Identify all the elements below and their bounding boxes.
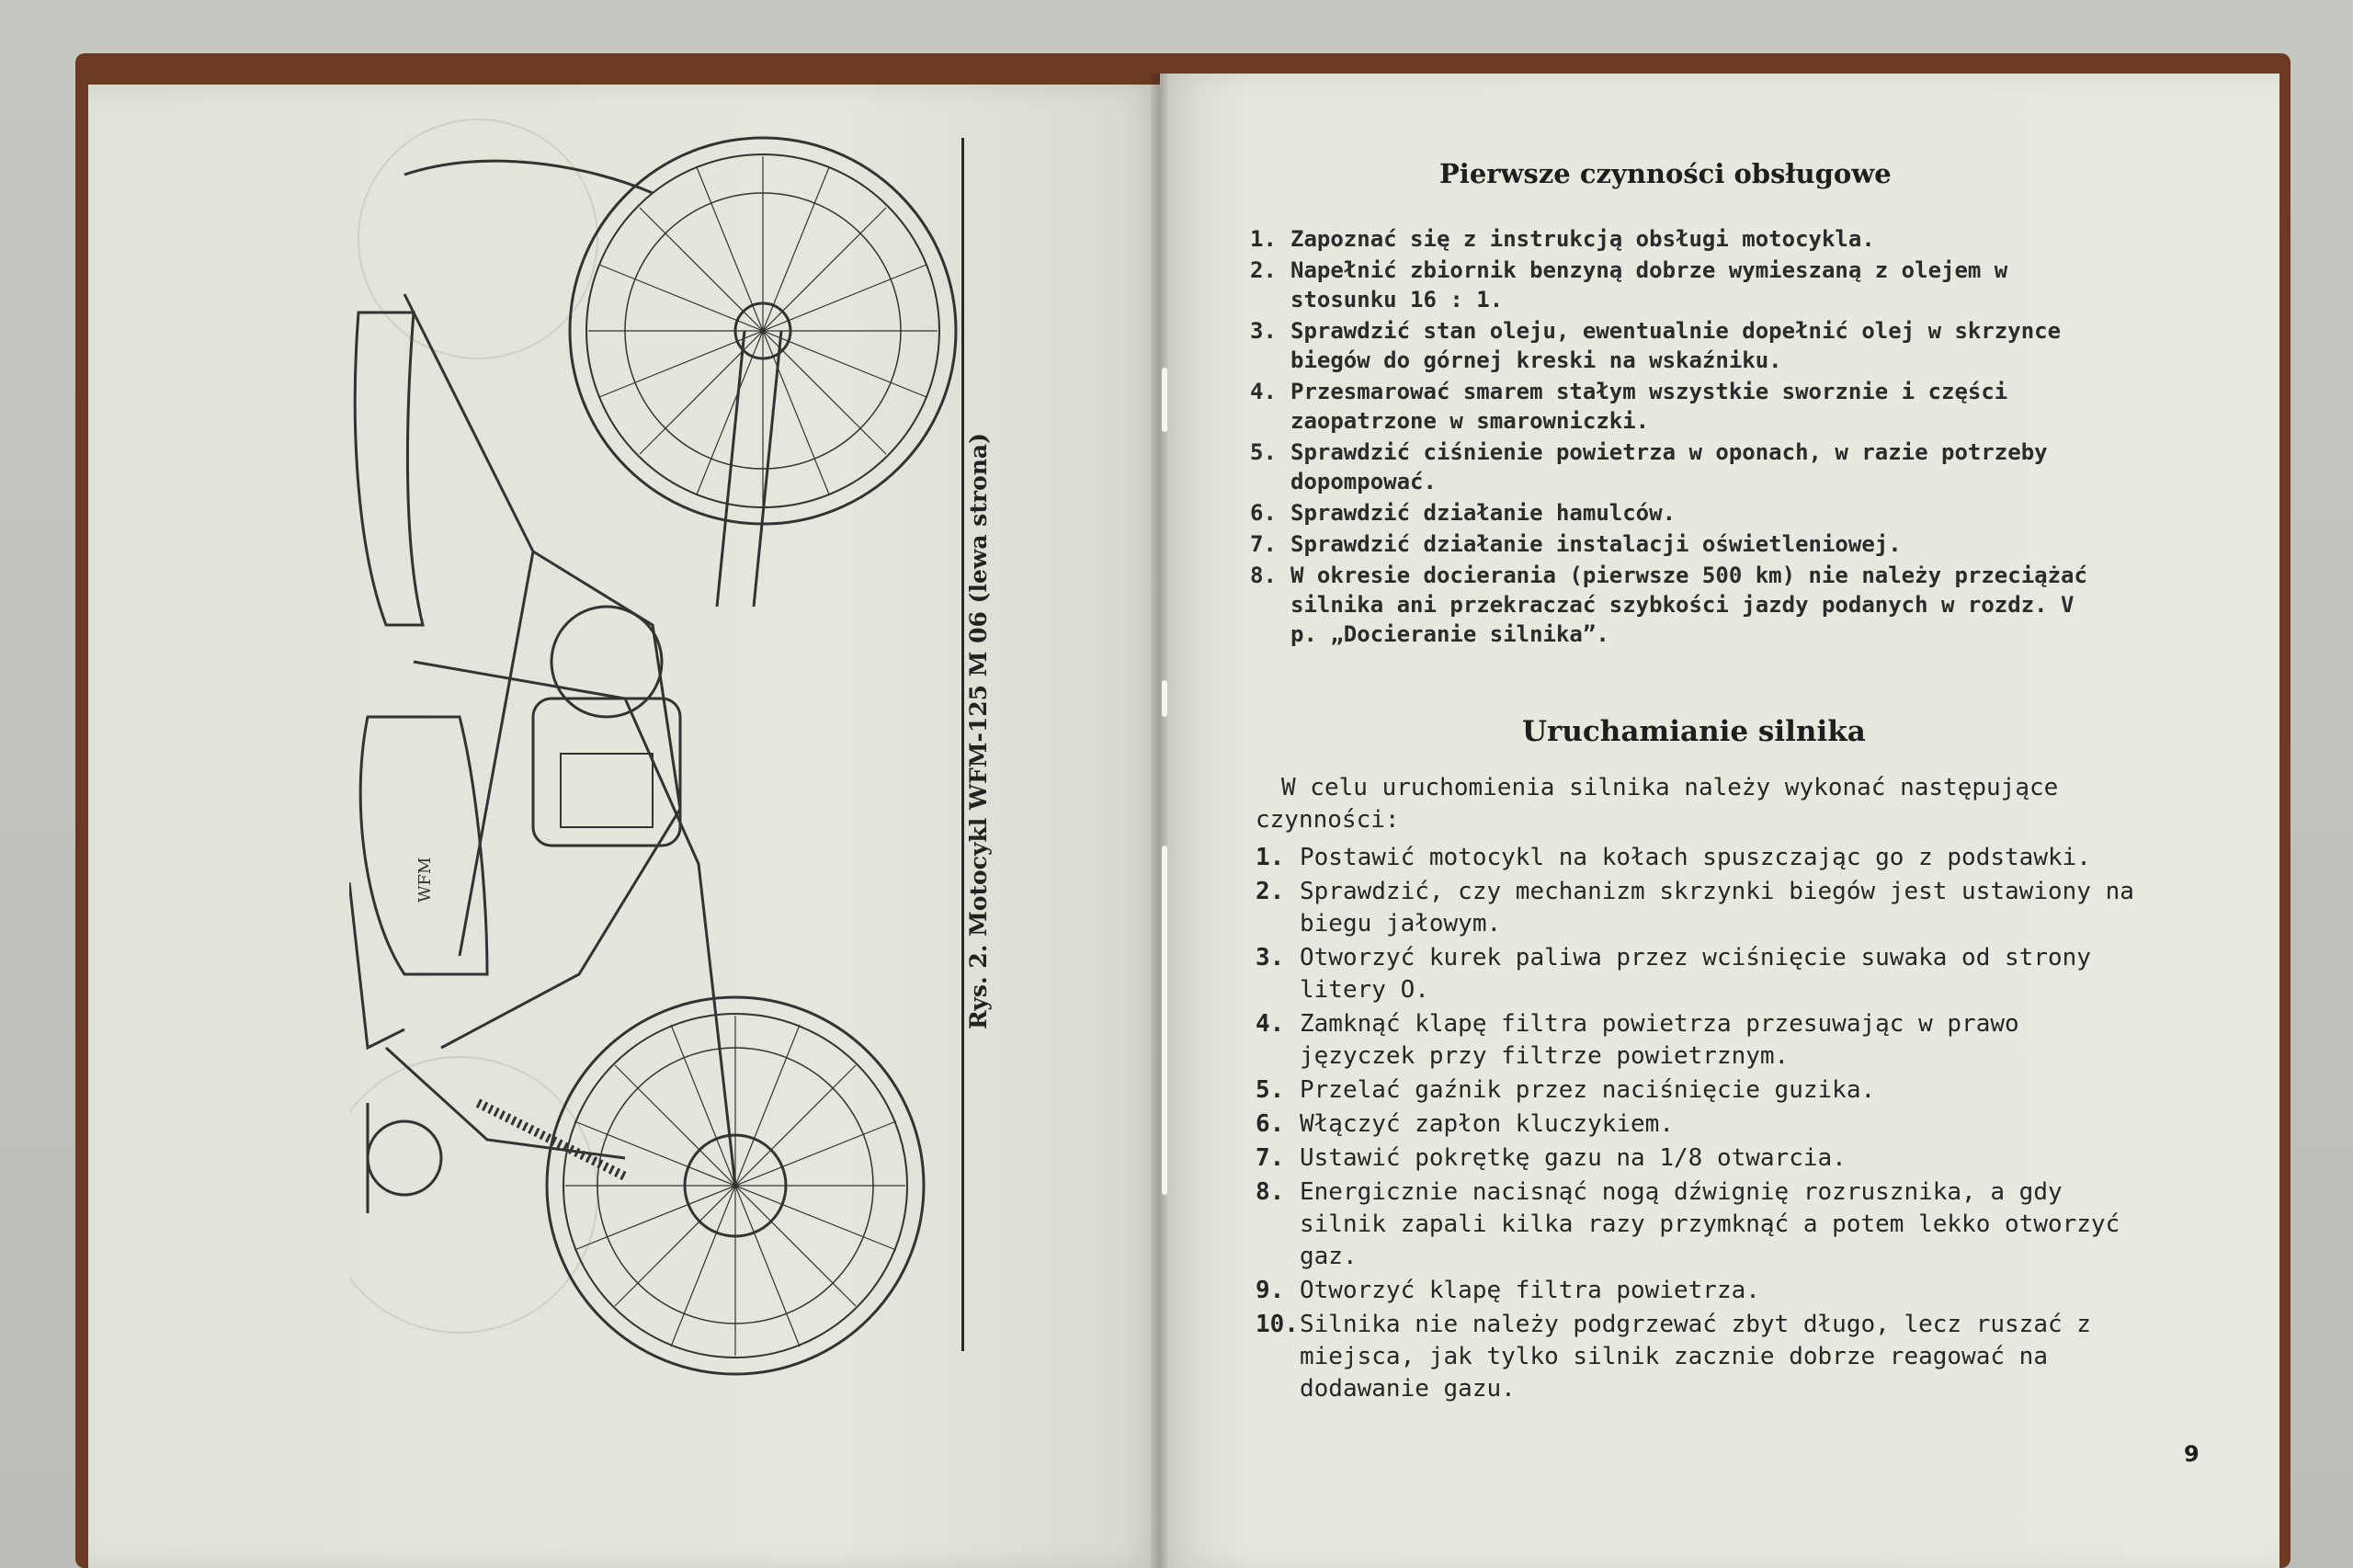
list-item (1250, 498, 2096, 528)
binding-stitch (1162, 368, 1167, 432)
front-fender (404, 161, 653, 193)
list-item-number: 5. (1256, 1076, 1285, 1104)
list-item (1250, 256, 2096, 314)
show-through-mark (358, 119, 597, 358)
list-item-text: Postawić motocykl na kołach spuszczając go z podstawki. (1300, 844, 2091, 871)
engine-start-list (1256, 842, 2138, 1407)
list-item (1250, 224, 2096, 254)
list-item-number: 8. (1250, 562, 1277, 588)
list-item-text: Sprawdzić ciśnienie powietrza w oponach, w razie potrzeby dopompować. (1290, 439, 2048, 494)
list-item (1256, 1142, 2138, 1175)
list-item-number: 3. (1256, 944, 1285, 971)
list-item (1256, 842, 2138, 874)
list-item-text: Sprawdzić działanie instalacji oświetleniowej. (1290, 531, 1902, 557)
list-item-text: Energicznie nacisnąć nogą dźwignię rozrusznika, a gdy silnik zapali kilka razy przymknąć a potem lekko otworzyć gaz. (1300, 1178, 2120, 1270)
list-item-number: 6. (1256, 1110, 1285, 1138)
list-item-number: 7. (1256, 1144, 1285, 1172)
list-item-text: Napełnić zbiornik benzyną dobrze wymieszaną z olejem w stosunku 16 : 1. (1290, 257, 2008, 312)
seat (355, 312, 423, 625)
list-item-number: 1. (1256, 844, 1285, 871)
list-item-text: Otworzyć klapę filtra powietrza. (1300, 1277, 1760, 1304)
page-number: 9 (2184, 1441, 2200, 1467)
list-item (1256, 1008, 2138, 1073)
headlight (368, 1121, 441, 1195)
list-item (1256, 1309, 2138, 1405)
list-item-number: 6. (1250, 500, 1277, 526)
list-item-number: 3. (1250, 318, 1277, 344)
list-item (1250, 561, 2096, 649)
list-item-text: Zamknąć klapę filtra powietrza przesuwając w prawo języczek przy filtrze powietrznym. (1300, 1010, 2019, 1070)
list-item-number: 5. (1250, 439, 1277, 465)
list-item-text: Zapoznać się z instrukcją obsługi motocykla. (1290, 226, 1875, 252)
figure-caption: Rys. 2. Motocykl WFM-125 M 06 (lewa strona) (965, 433, 992, 1029)
list-item (1256, 1176, 2138, 1273)
list-item-text: Sprawdzić działanie hamulców. (1290, 500, 1677, 526)
list-item (1250, 377, 2096, 436)
list-item (1250, 529, 2096, 559)
list-item-text: Silnika nie należy podgrzewać zbyt długo, lecz ruszać z miejsca, jak tylko silnik zacznie dobrze reagować na dodawanie gazu. (1300, 1311, 2091, 1403)
list-item-number: 10. (1256, 1311, 1299, 1338)
list-item-text: W okresie docierania (pierwsze 500 km) nie należy przeciążać silnika ani przekraczać szybkości jazdy podanych w rozdz. V p. „Docieranie silnika”. (1290, 562, 2087, 647)
engine-start-intro: W celu uruchomienia silnika należy wykonać następujące czynności: (1256, 774, 2059, 834)
binding-stitch (1162, 846, 1167, 1195)
list-item (1256, 1074, 2138, 1107)
list-item-number: 8. (1256, 1178, 1285, 1206)
list-item-text: Przelać gaźnik przez naciśnięcie guzika. (1300, 1076, 1876, 1104)
list-item-number: 2. (1250, 257, 1277, 283)
first-service-list (1250, 224, 2096, 651)
tank-logo: WFM (415, 857, 435, 903)
list-item (1250, 316, 2096, 375)
list-item-text: Sprawdzić, czy mechanizm skrzynki biegów jest ustawiony na biegu jałowym. (1300, 878, 2134, 937)
list-item-number: 4. (1256, 1010, 1285, 1038)
list-item-number: 4. (1250, 379, 1277, 404)
list-item (1250, 437, 2096, 496)
section-title-engine-start: Uruchamianie silnika (1522, 715, 1866, 748)
list-item (1256, 1275, 2138, 1307)
caption-rule (961, 138, 964, 1351)
fuel-tank (360, 717, 487, 974)
list-item (1256, 876, 2138, 940)
section-title-first-service: Pierwsze czynności obsługowe (1439, 158, 1892, 189)
list-item (1256, 942, 2138, 1006)
list-item-number: 9. (1256, 1277, 1285, 1304)
list-item-text: Włączyć zapłon kluczykiem. (1300, 1110, 1674, 1138)
list-item-number: 7. (1250, 531, 1277, 557)
motorcycle-drawing (349, 110, 983, 1388)
binding-stitch (1162, 680, 1167, 717)
list-item-number: 1. (1250, 226, 1277, 252)
list-item (1256, 1108, 2138, 1141)
list-item-text: Ustawić pokrętkę gazu na 1/8 otwarcia. (1300, 1144, 1847, 1172)
list-item-number: 2. (1256, 878, 1285, 905)
list-item-text: Sprawdzić stan oleju, ewentualnie dopełnić olej w skrzynce biegów do górnej kreski na wskaźniku. (1290, 318, 2062, 373)
list-item-text: Przesmarować smarem stałym wszystkie sworznie i części zaopatrzone w smarowniczki. (1290, 379, 2008, 434)
show-through-mark (349, 1057, 597, 1333)
list-item-text: Otworzyć kurek paliwa przez wciśnięcie suwaka od strony litery O. (1300, 944, 2091, 1004)
frame (404, 294, 680, 1048)
front-wheel (570, 138, 956, 524)
engine-cover (551, 607, 662, 717)
book-gutter (1151, 74, 1167, 1568)
